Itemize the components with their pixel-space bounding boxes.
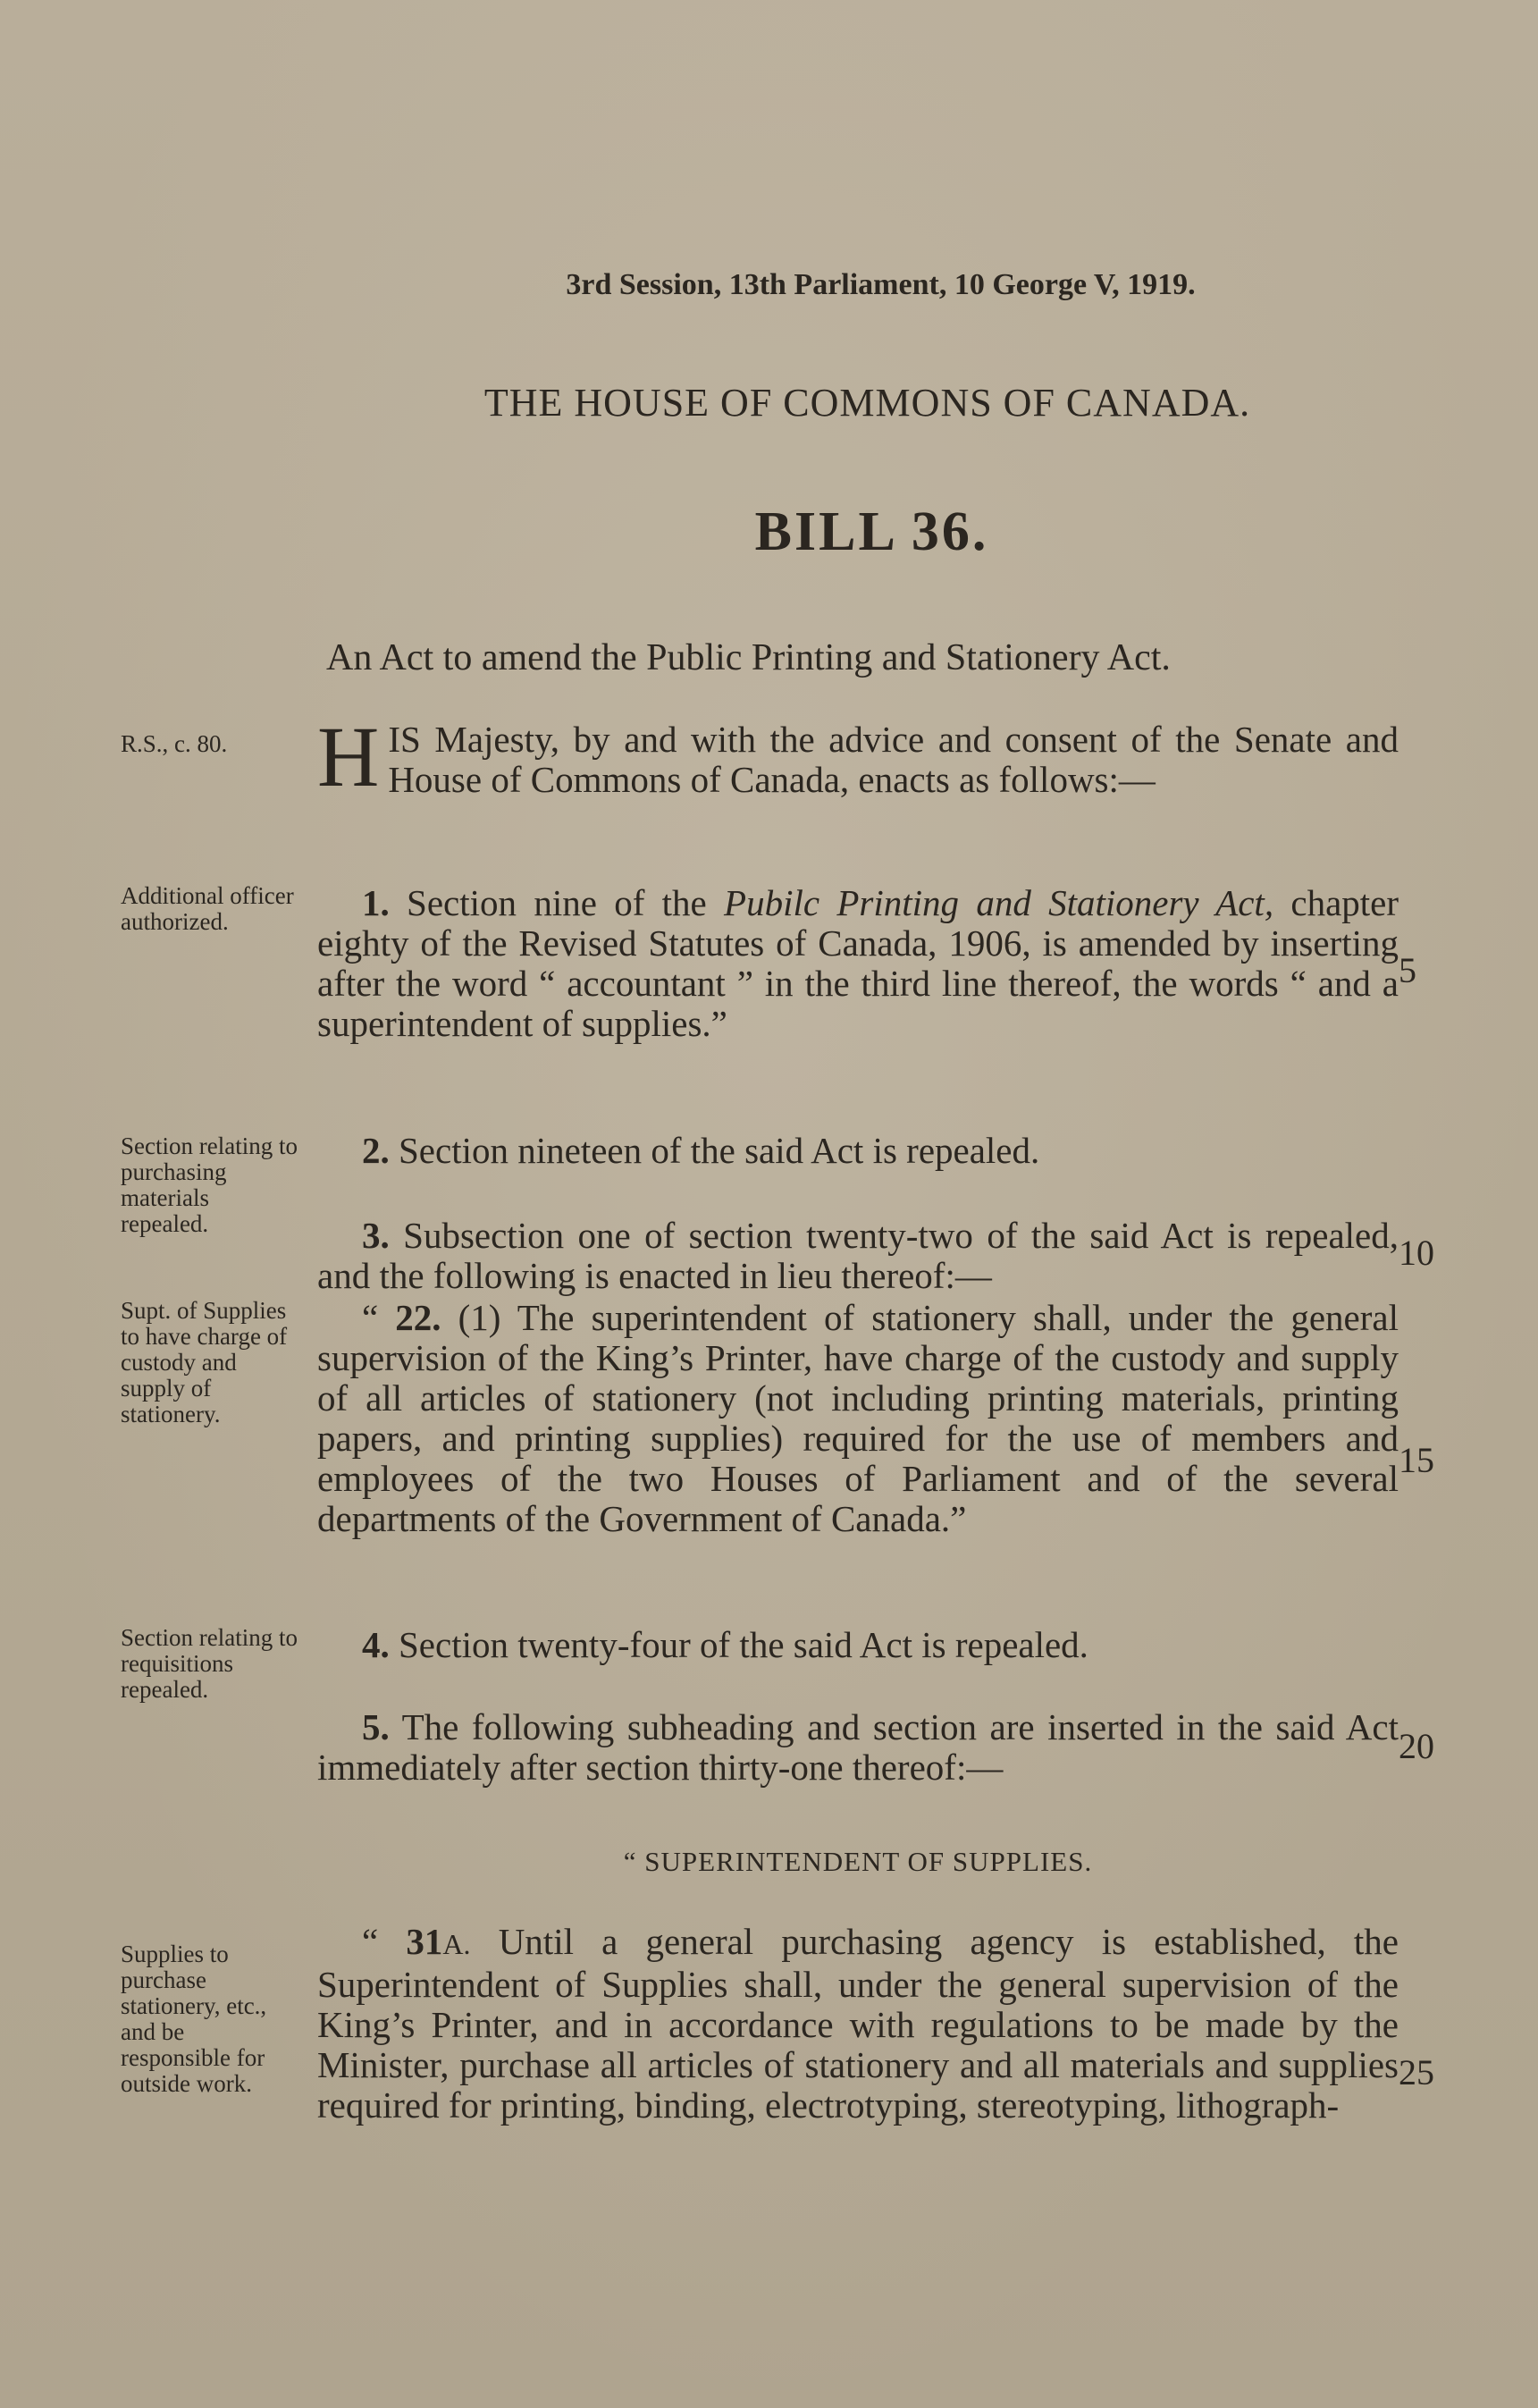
section-4-text: Section twenty-four of the said Act is repealed. xyxy=(399,1624,1088,1665)
bill-number: BILL 36. xyxy=(754,501,989,562)
section-3-number: 3. xyxy=(362,1215,390,1256)
section-31a-open-quote: “ xyxy=(362,1921,407,1962)
section-1-text-a: Section nine of the xyxy=(407,882,725,923)
section-22-open-quote: “ xyxy=(362,1297,396,1338)
section-2-text: Section nineteen of the said Act is repealed. xyxy=(399,1130,1040,1171)
margin-note-additional-officer: Additional officer authorized. xyxy=(121,882,294,935)
section-4 xyxy=(317,1625,1399,1665)
section-2-number: 2. xyxy=(362,1130,390,1171)
line-number-10: 10 xyxy=(1399,1233,1434,1273)
margin-note-section-requisitions: Section relating to requisitions repealed. xyxy=(121,1624,298,1703)
line-number-15: 15 xyxy=(1399,1440,1434,1480)
section-3 xyxy=(317,1216,1399,1296)
section-5-text: The following subheading and section are inserted in the said Act immediately after section thirty-one thereof:— xyxy=(317,1706,1399,1788)
section-31a xyxy=(317,1922,1399,2126)
section-22-text: (1) The superintendent of stationery shall, under the general supervision of the King’s Printer, have charge of the custody and supply of all articles of stationery (not including printing materials, printing papers, and printing supplies) required for the use of members and employees of the two Houses of Parliament and of the several departments of the Government of Canada.” xyxy=(317,1297,1399,1539)
section-5-number: 5. xyxy=(362,1706,390,1747)
margin-note-supplies-purchase: Supplies to purchase stationery, etc., and be responsible for outside work. xyxy=(121,1941,267,2097)
section-2 xyxy=(317,1131,1399,1171)
section-1-number: 1. xyxy=(362,882,390,923)
section-1-act-name: Pubilc Printing and Stationery Act, xyxy=(724,882,1274,923)
line-number-20: 20 xyxy=(1399,1726,1434,1766)
section-1 xyxy=(317,883,1399,1044)
margin-note-rs: R.S., c. 80. xyxy=(121,730,228,757)
section-3-text: Subsection one of section twenty-two of the said Act is repealed, and the following is enacted in lieu thereof:— xyxy=(317,1215,1399,1296)
margin-note-section-purchasing: Section relating to purchasing materials repealed. xyxy=(121,1132,298,1237)
enacting-text: IS Majesty, by and with the advice and consent of the Senate and House of Commons of Canada, enacts as follows:— xyxy=(388,719,1399,800)
session-line: 3rd Session, 13th Parliament, 10 George V, 1919. xyxy=(566,268,1196,301)
margin-note-supt-supplies: Supt. of Supplies to have charge of custody and supply of stationery. xyxy=(121,1297,288,1427)
section-31a-text: Until a general purchasing agency is established, the Superintendent of Supplies shall, under the general supervision of the King’s Printer, and in accordance with regulations to be made by the Minister, purchase all articles of stationery and all materials and supplies required for printing, binding, electrotyping, stereotyping, lithograph- xyxy=(317,1921,1399,2126)
section-22-number: 22. xyxy=(395,1297,441,1338)
enacting-clause xyxy=(317,709,1399,804)
house-heading: THE HOUSE OF COMMONS OF CANADA. xyxy=(483,381,1251,425)
section-31a-letter: A. xyxy=(442,1928,471,1960)
drop-cap: H xyxy=(317,709,380,804)
section-31a-number: 31 xyxy=(406,1921,443,1962)
act-title: An Act to amend the Public Printing and Stationery Act. xyxy=(326,637,1171,678)
subheading: “ SUPERINTENDENT OF SUPPLIES. xyxy=(623,1846,1093,1877)
section-5 xyxy=(317,1707,1399,1788)
line-number-5: 5 xyxy=(1399,950,1416,990)
section-22-quoted xyxy=(317,1298,1399,1539)
section-4-number: 4. xyxy=(362,1624,390,1665)
line-number-25: 25 xyxy=(1399,2052,1434,2092)
section-1-text-b: chapter eighty of the Revised Statutes of Canada, 1906, is amended by inserting after the word “ accountant ” in the third line thereof, the words “ and a superintendent of supplies.” xyxy=(317,882,1399,1044)
